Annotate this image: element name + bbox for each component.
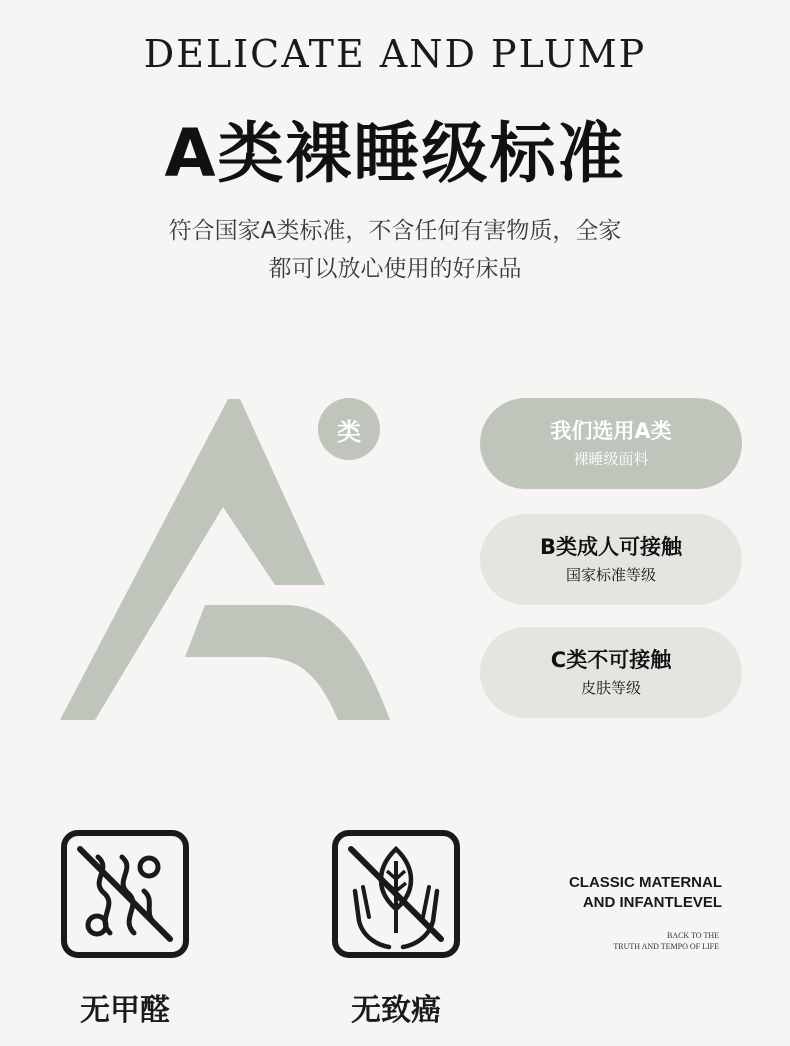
grade-b-title: B类成人可接触 <box>539 534 682 559</box>
eyebrow-title: DELICATE AND PLUMP <box>143 32 647 76</box>
description <box>0 212 790 288</box>
tagline <box>482 873 722 913</box>
grade-c-title: C类不可接触 <box>550 647 672 672</box>
no-carcinogen-label: 无致癌 <box>351 993 441 1028</box>
a-logo-left-stroke <box>60 399 325 720</box>
description-line-1: 符合国家A类标准，不含任何有害物质，全家 <box>168 218 622 244</box>
no-carcinogen-leaf-icon <box>331 829 461 959</box>
grade-c-subtitle: 皮肤等级 <box>580 678 641 697</box>
grade-a-title: 我们选用A类 <box>550 418 672 443</box>
tagline-small-line-2: TRUTH AND TEMPO OF LIFE <box>613 942 719 951</box>
grade-b-subtitle: 国家标准等级 <box>565 565 656 584</box>
grade-a-pill <box>480 398 742 489</box>
tagline-line-1: CLASSIC MATERNAL <box>568 874 722 891</box>
a-logo-curve-stroke <box>185 605 390 720</box>
grade-b-pill <box>480 514 742 605</box>
no-formaldehyde-label: 无甲醛 <box>80 993 170 1028</box>
grade-c-pill <box>480 627 742 718</box>
description-line-2: 都可以放心使用的好床品 <box>268 256 522 282</box>
tagline-small <box>479 930 719 952</box>
grade-a-subtitle: 裸睡级面料 <box>573 449 649 468</box>
tagline-line-2: AND INFANTLEVEL <box>582 894 722 911</box>
page-title: A类裸睡级标准 <box>164 115 626 192</box>
no-formaldehyde-icon <box>60 829 190 959</box>
tagline-small-line-1: BACK TO THE <box>666 931 719 940</box>
grade-badge: 类 <box>318 398 380 460</box>
